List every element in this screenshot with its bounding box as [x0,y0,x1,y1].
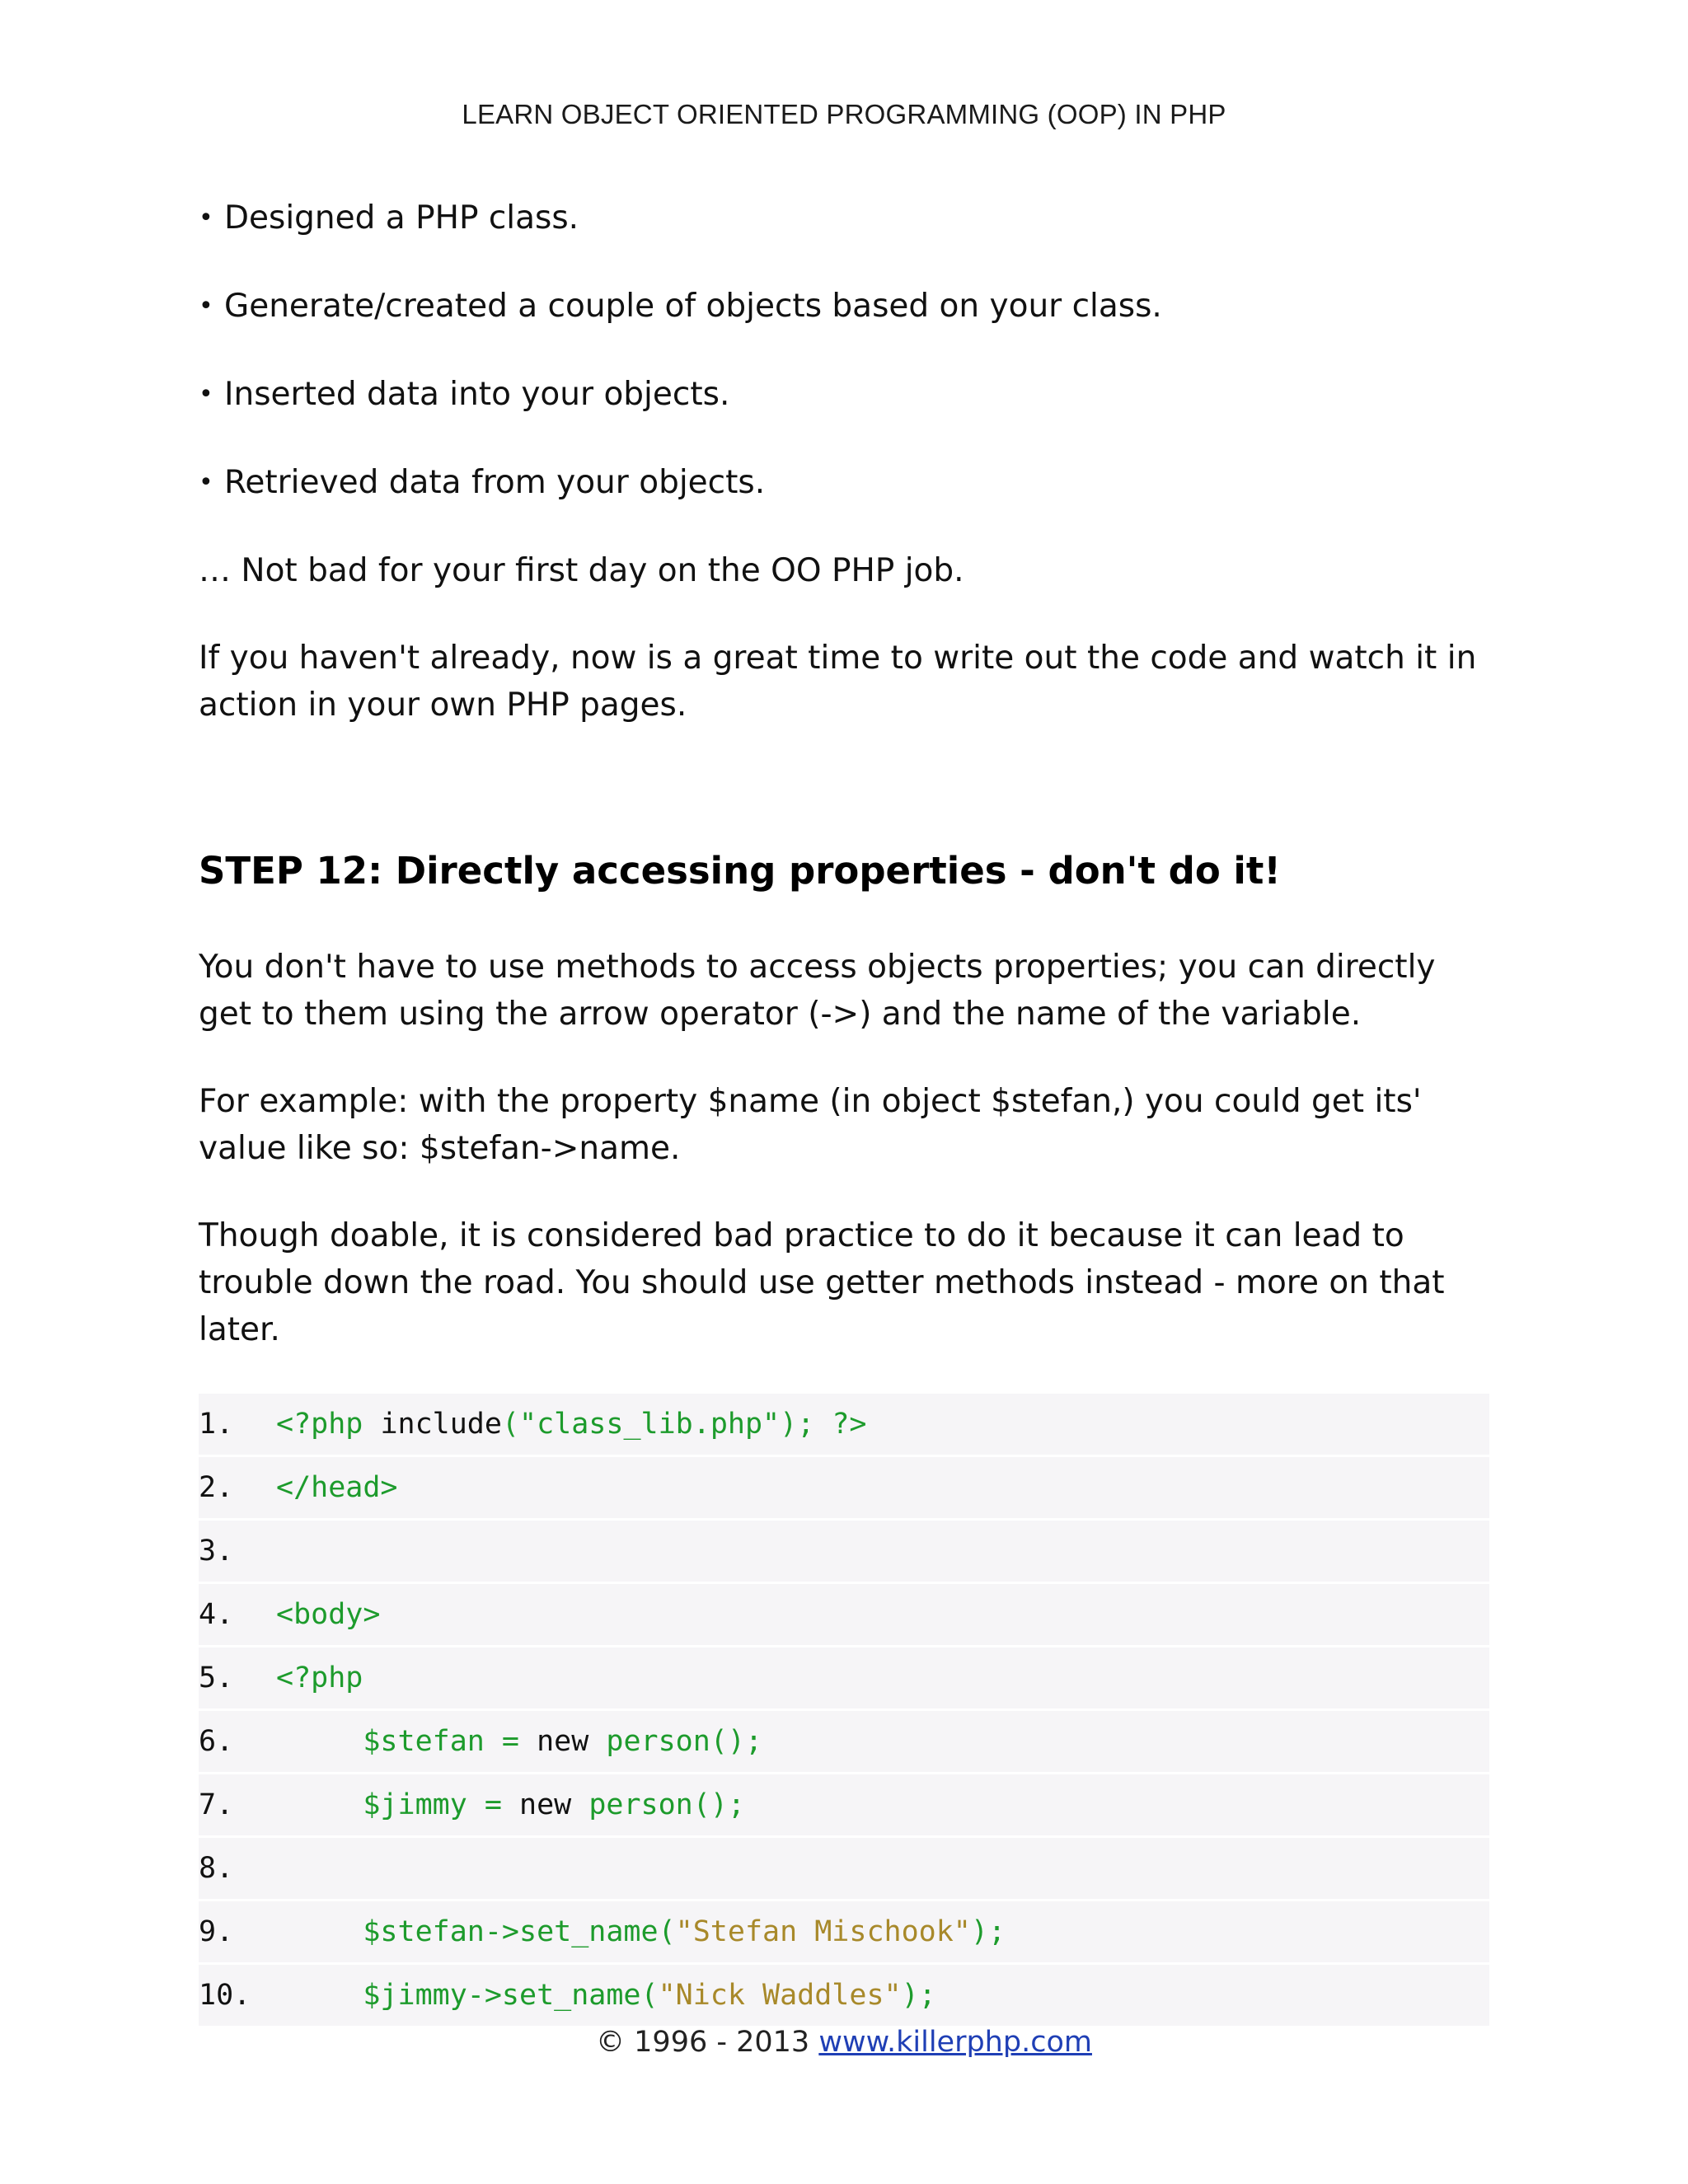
code-line [199,1584,1489,1645]
code-line [199,1901,1489,1962]
code-token: person(); [606,1725,763,1758]
paragraph-example: For example: with the property $name (in object $stefan,) you could get its' value like so: $stefan->name. [199,1083,1422,1167]
code-token: new [519,1788,589,1821]
bullet-text: Inserted data into your objects. [224,376,730,413]
code-line [199,1774,1489,1835]
code-text [276,1598,380,1631]
section-heading: STEP 12: Directly accessing properties - don't do it! [199,849,1281,893]
line-number: 8. [199,1852,234,1885]
page-content [199,194,1489,2028]
line-number: 10. [199,1979,251,2012]
code-token: ); [901,1979,936,2012]
bullet-item [199,283,1489,330]
code-line [199,1838,1489,1899]
code-token: $stefan = [363,1725,537,1758]
bullet-text: Retrieved data from your objects. [224,464,766,501]
code-token: <body> [276,1598,381,1631]
code-token: $jimmy = [363,1788,520,1821]
paragraph-summary: … Not bad for your first day on the OO PHP job. [199,552,964,589]
code-token: <?php [276,1408,381,1441]
code-token: new [537,1725,607,1758]
paragraph-intro: You don't have to use methods to access objects properties; you can directly get to them using the arrow operator (->) and the name of the variable. [199,949,1436,1033]
line-number: 6. [199,1725,234,1758]
code-text [276,1725,762,1758]
code-token: include [380,1408,502,1441]
page-header: LEARN OBJECT ORIENTED PROGRAMMING (OOP) IN PHP [462,99,1226,129]
line-number: 1. [199,1408,234,1441]
code-token: person(); [588,1788,745,1821]
code-text [276,1915,1006,1948]
bullet-item [199,371,1489,419]
line-number: 3. [199,1535,234,1568]
code-line [199,1521,1489,1582]
copyright-text: © 1996 - 2013 [596,2026,819,2059]
bullet-item [199,459,1489,507]
code-token: "Stefan Mischook" [675,1915,971,1948]
code-line [199,1394,1489,1455]
code-text [276,1471,398,1504]
code-token: "Nick Waddles" [658,1979,902,2012]
bullet-item [199,194,1489,242]
code-text [276,1788,745,1821]
code-token: ); [970,1915,1006,1948]
code-line [199,1965,1489,2026]
code-token: $jimmy->set_name( [363,1979,659,2012]
code-text [276,1979,936,2012]
code-token: ("class_lib.php"); ?> [501,1408,867,1441]
code-block [199,1394,1489,2026]
bullet-text: Generate/created a couple of objects based on your class. [224,288,1162,325]
code-line [199,1457,1489,1518]
line-number: 9. [199,1915,234,1948]
bullet-dot: • [199,380,213,409]
code-text [276,1661,363,1694]
line-number: 2. [199,1471,234,1504]
code-token: </head> [276,1471,398,1504]
line-number: 5. [199,1661,234,1694]
paragraph-warning: Though doable, it is considered bad practice to do it because it can lead to trouble down the road. You should use getter methods instead - more on that later. [199,1217,1445,1348]
line-number: 4. [199,1598,234,1631]
page-footer [0,2026,1688,2059]
code-token: <?php [276,1661,363,1694]
bullet-dot: • [199,204,213,232]
bullet-text: Designed a PHP class. [224,199,579,237]
code-text [276,1408,866,1441]
bullet-dot: • [199,468,213,497]
code-line [199,1647,1489,1708]
line-number: 7. [199,1788,234,1821]
site-link[interactable]: www.killerphp.com [818,2026,1092,2059]
bullet-dot: • [199,292,213,321]
code-line [199,1711,1489,1772]
code-token: $stefan->set_name( [363,1915,676,1948]
paragraph-encouragement: If you haven't already, now is a great time to write out the code and watch it in action in your own PHP pages. [199,640,1477,724]
